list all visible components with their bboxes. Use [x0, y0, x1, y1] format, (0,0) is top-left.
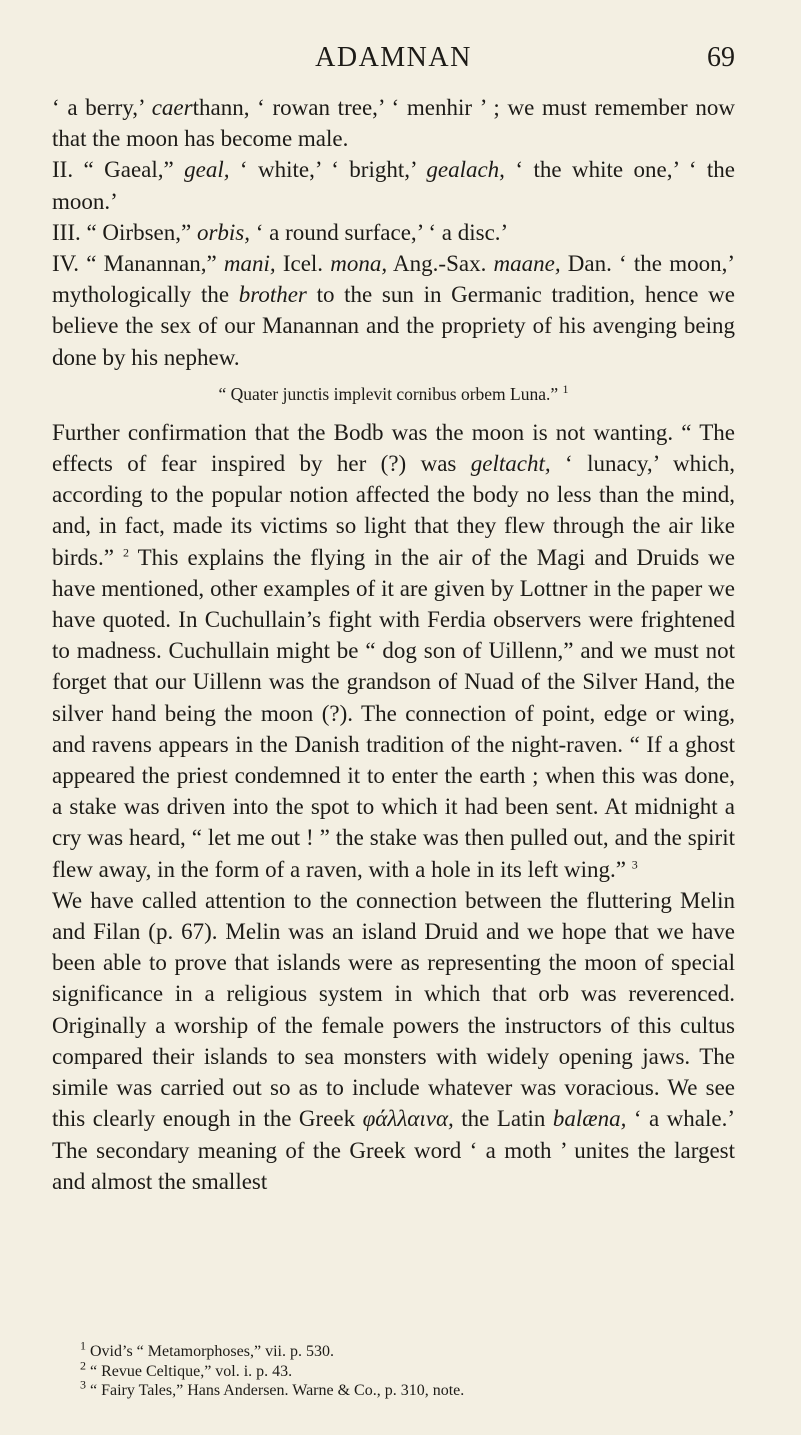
body-text — [52, 92, 735, 1197]
footnote — [80, 1377, 740, 1401]
quote-text: “ Quater junctis implevit cornibus orbem Luna.” — [218, 383, 559, 404]
text-run: Dan. ‘ the moon,’ mythologically the — [52, 251, 735, 308]
text-run: IV. “ Manannan,” — [52, 251, 224, 277]
text-run: to the sun in Germanic tradition, hence we believe the sex of our Manannan and the propriety of his avenging being done by his nephew. — [52, 282, 735, 370]
footnote-number: 3 — [80, 1377, 86, 1392]
paragraph-gaeal — [52, 154, 735, 216]
footnote-text: Ovid’s “ Metamorphoses,” vii. p. 530. — [86, 1343, 334, 1360]
italic-word: orbis, — [196, 219, 251, 245]
latin-quotation — [52, 382, 735, 407]
text-run: ‘ the white one,’ ‘ the moon.’ — [52, 157, 735, 214]
text-run: Icel. — [275, 251, 331, 277]
italic-word: geal, — [184, 157, 230, 183]
text-run: Further confirmation that the Bodb was the moon is not wanting. “ The effects of fear inspired by her (?) was — [52, 419, 735, 477]
paragraph-melin — [52, 885, 735, 1197]
italic-word: gealach, — [426, 157, 505, 183]
page-header — [52, 38, 735, 78]
text-run: III. “ Oirbsen,” — [52, 219, 197, 245]
paragraph-oirbsen — [52, 217, 735, 248]
italic-word: mani, — [223, 251, 276, 277]
footnote-number: 2 — [80, 1358, 86, 1373]
italic-word: balæna, — [552, 1106, 627, 1132]
page-number: 69 — [707, 42, 735, 73]
italic-word: caer — [151, 95, 193, 120]
footnote-number: 1 — [80, 1338, 86, 1353]
text-run: thann, ‘ rowan tree,’ ‘ menhir ’ ; we must remember now that the moon has become male. — [52, 95, 736, 152]
italic-word: φάλλαινα, — [362, 1106, 454, 1132]
text-run: the Latin — [453, 1106, 553, 1132]
italic-word: brother — [238, 282, 307, 308]
running-title: ADAMNAN — [315, 42, 472, 73]
text-run: ‘ lunacy,’ which, according to the popular notion affected the body no less than the mind, and, in fact, made its victims so light that they flew through the air like birds.” — [52, 451, 735, 570]
footnote-ref: 2 — [122, 544, 129, 559]
paragraph-manannan — [52, 248, 735, 373]
text-run: We have called attention to the connection between the fluttering Melin and Filan (p. 67). Melin was an island Druid and we hope that we have been able to prove that islands were as representing the moon of special significance in a religious system in which that orb was reverenced. Originally a worship of the female powers the instructors of this cultus compared their islands to sea monsters with widely opening jaws. The simile was carried out so as to include whatever was voracious. We see this clearly enough in the Greek — [52, 887, 735, 1132]
footnote-text: “ Fairy Tales,” Hans Andersen. Warne & Co., p. 310, note. — [86, 1382, 465, 1399]
text-run: ‘ white,’ ‘ bright,’ — [229, 157, 427, 183]
italic-word: geltacht, — [470, 451, 551, 477]
footnote — [80, 1338, 740, 1362]
text-run: ‘ a round surface,’ ‘ a disc.’ — [250, 219, 509, 245]
footnote-text: “ Revue Celtique,” vol. i. p. 43. — [86, 1362, 293, 1380]
paragraph-berry — [52, 92, 735, 154]
text-run: This explains the flying in the air of the Magi and Druids we have mentioned, other examples of it are given by Lottner in the paper we have quoted. In Cuchullain’s fight with Ferdia observers were frightened to madness. Cuchullain might be “ dog son of Uillenn,” and we must not forget that our Uillenn was the grandson of Nuad of the Silver Hand, the silver hand being the moon (?). The connection of point, edge or wing, and ravens appears in the Danish tradition of the night-raven. “ If a ghost appeared the priest condemned it to enter the earth ; when this was done, a stake was driven into the spot to which it had been sent. At midnight a cry was heard, “ let me out ! ” the stake was then pulled out, and the spirit flew away, in the form of a raven, with a hole in its left wing.” — [52, 544, 735, 882]
footnotes — [80, 1338, 740, 1401]
footnote — [80, 1358, 740, 1382]
text-run: Ang.-Sax. — [387, 251, 494, 277]
paragraph-confirmation — [52, 417, 735, 885]
text-run: ‘ a berry,’ — [52, 95, 152, 120]
footnote-ref: 1 — [562, 382, 569, 396]
text-run: II. “ Gaeal,” — [52, 157, 185, 183]
italic-word: maane, — [493, 251, 561, 277]
text-run: ‘ a whale.’ The secondary meaning of the Greek word ‘ a moth ’ unites the largest and almost the smallest — [52, 1106, 735, 1194]
footnote-ref: 3 — [631, 857, 638, 872]
italic-word: mona, — [330, 251, 388, 277]
